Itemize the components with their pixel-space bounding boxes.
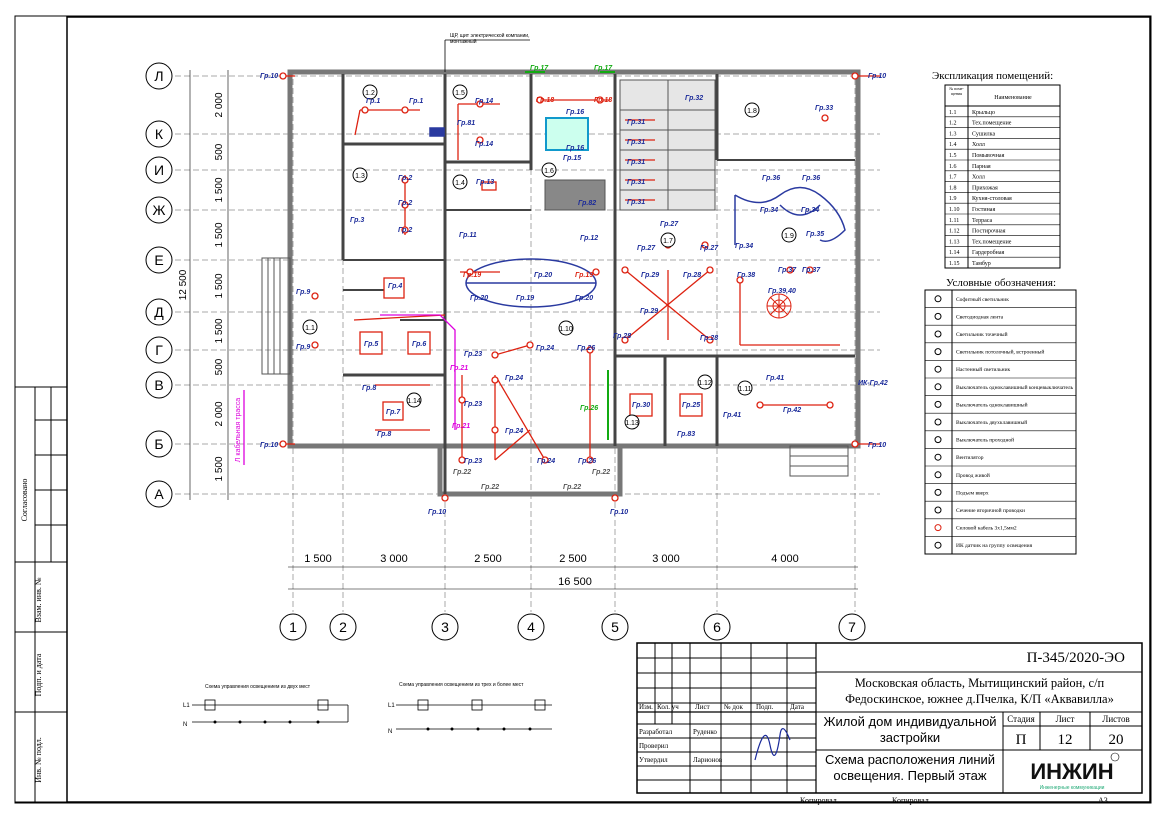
legend-symbol-icon: [935, 489, 941, 495]
grp-36-a: Гр.36: [762, 175, 781, 182]
axis-4: 4: [527, 619, 535, 635]
dim-h-1: 1 500: [304, 553, 332, 565]
legend-symbol-icon: [935, 419, 941, 425]
dim-v-8: 2 000: [214, 401, 225, 427]
grp-28-b: Гр.28: [613, 333, 632, 340]
axis-E: Е: [154, 252, 164, 268]
grp-9-a: Гр.9: [296, 289, 311, 296]
grp-26-a: Гр.26: [577, 345, 596, 352]
dim-h-2: 3 000: [380, 553, 408, 565]
explication-name: Холл: [972, 142, 985, 149]
explication-title: Экспликация помещений:: [932, 70, 1054, 82]
grp-31-b: Гр.31: [627, 139, 646, 146]
grp-6: Гр.6: [412, 341, 427, 348]
stamp-object: Жилой дом индивидуальной застройки: [823, 714, 997, 745]
legend-title: Условные обозначения:: [946, 277, 1057, 289]
explication-num: 1.14: [949, 250, 960, 257]
stamp-col-podp: Подп.: [756, 703, 774, 711]
grp-5: Гр.5: [364, 341, 379, 348]
explication-table: [932, 70, 1060, 268]
stamp-col-kol: Кол. уч: [657, 703, 679, 711]
grp-24-b: Гр.24: [505, 375, 524, 382]
grp-7: Гр.7: [386, 409, 401, 416]
grp-82: Гр.82: [578, 200, 597, 207]
scheme-left-n: N: [183, 722, 188, 728]
explication-name: Холл: [972, 174, 985, 181]
grp-20-b: Гр.20: [470, 295, 489, 302]
stamp-name-dev: Руденко: [693, 728, 717, 736]
room-1-14: 1.14: [407, 398, 421, 405]
grp-16-b: Гр.16: [566, 145, 585, 152]
number-axes: [280, 614, 865, 640]
room-1-11: 1.11: [738, 386, 752, 393]
axis-B: Б: [154, 436, 164, 452]
grp-13: Гр.13: [476, 179, 495, 186]
legend-symbol-icon: [935, 437, 941, 443]
grp-12: Гр.12: [580, 235, 599, 242]
legend-symbol-icon: [935, 401, 941, 407]
axis-5: 5: [611, 619, 619, 635]
explication-name: Гостиная: [972, 207, 996, 213]
vertical-dimensions: [178, 70, 228, 500]
explication-num: 1.12: [949, 228, 960, 235]
side-label-sign: Подп. и дата: [34, 653, 43, 697]
grp-2-b: Гр.2: [398, 200, 413, 207]
dim-h-total: 16 500: [558, 576, 592, 588]
axis-6: 6: [713, 619, 721, 635]
axis-K: К: [154, 126, 164, 142]
grp-19-c: Гр.19: [516, 295, 535, 302]
grp-20-c: Гр.20: [575, 295, 594, 302]
grp-36-b: Гр.36: [802, 175, 821, 182]
grp-34-a: Гр.34: [760, 207, 779, 214]
stamp-copied-2: Копировал: [892, 796, 929, 805]
axis-V: В: [154, 377, 164, 393]
legend-symbol-icon: [935, 472, 941, 478]
stamp-role-check: Проверил: [639, 742, 669, 750]
room-1-5: 1.5: [455, 90, 465, 97]
side-label-inv: Инв. № подл.: [34, 737, 43, 783]
grp-35: Гр.35: [806, 231, 825, 238]
grp-9-b: Гр.9: [296, 344, 311, 351]
axis-Zh: Ж: [152, 202, 166, 218]
room-1-7: 1.7: [663, 238, 673, 245]
grp-17-a: Гр.17: [530, 65, 549, 72]
grp-2-a: Гр.2: [398, 175, 413, 182]
grp-34-b: Гр.34: [801, 207, 820, 214]
grp-32: Гр.32: [685, 95, 704, 102]
explication-name: Тех.помещение: [972, 120, 1012, 127]
grp-41-a: Гр.41: [723, 412, 742, 419]
legend-item: Софитный светильник: [956, 296, 1009, 303]
stamp-col-list: Лист: [695, 703, 710, 711]
explication-name: Гардеробная: [972, 250, 1005, 257]
explication-num: 1.7: [949, 174, 957, 181]
legend-item: Выключатель проходной: [956, 437, 1015, 444]
legend-item: Светильник потолочный, встроенный: [956, 349, 1045, 356]
grp-1-a: Гр.1: [366, 98, 381, 105]
grp-2-c: Гр.2: [398, 227, 413, 234]
legend-symbol-icon: [935, 507, 941, 513]
legend-item: Светодиодная лента: [956, 314, 1004, 321]
grp-31-c: Гр.31: [627, 159, 646, 166]
stamp-stage: П: [1015, 732, 1027, 748]
grp-18-b: Гр.18: [594, 97, 613, 104]
stamp-sheet: 12: [1057, 732, 1073, 748]
axis-L: Л: [154, 68, 164, 84]
explication-num: 1.3: [949, 131, 957, 138]
letter-axes: [146, 63, 172, 507]
explication-num: 1.8: [949, 185, 957, 192]
grp-20-a: Гр.20: [534, 272, 553, 279]
room-1-8: 1.8: [747, 108, 757, 115]
grp-27-a: Гр.27: [660, 221, 679, 228]
legend-item: Выключатель одноклавишный: [956, 402, 1028, 409]
grp-26-c: Гр.26: [580, 405, 599, 412]
company-logo: [1030, 753, 1119, 791]
explication-name: Помывочная: [972, 153, 1005, 159]
legend-item: Светильник точечный: [956, 332, 1008, 338]
grp-23-b: Гр.23: [464, 458, 483, 465]
legend-item: Вентилятор: [956, 455, 984, 462]
horizontal-dimensions: [288, 553, 858, 589]
dim-v-total: 12 500: [178, 269, 189, 301]
axis-grid: [175, 70, 880, 612]
explication-col-name: Наименование: [994, 95, 1032, 101]
grp-3: Гр.3: [350, 217, 365, 224]
grp-11: Гр.11: [459, 232, 477, 239]
scheme-left-l1: L1: [183, 703, 190, 709]
explication-num: 1.6: [949, 163, 957, 170]
stamp-stage-label: Стадия: [1007, 714, 1035, 724]
dim-v-9: 1 500: [214, 456, 225, 482]
dim-v-4: 1 500: [214, 222, 225, 248]
grp-30: Гр.30: [632, 402, 651, 409]
explication-num: 1.4: [949, 142, 957, 149]
stamp-name-appr: Ларионов: [693, 756, 723, 764]
grp-15: Гр.15: [563, 155, 582, 162]
grp-33: Гр.33: [815, 105, 834, 112]
grp-10-f: Гр.10: [610, 509, 629, 516]
axis-3: 3: [441, 619, 449, 635]
explication-name: Терраса: [972, 217, 993, 224]
scheme-left-title: Схема управления освещением из двух мест: [205, 684, 311, 690]
grp-19-a: Гр.19: [463, 272, 482, 279]
legend-item: Подъем вверх: [956, 490, 989, 497]
axis-G: Г: [155, 342, 163, 358]
grp-27-c: Гр.27: [700, 245, 719, 252]
grp-14-a: Гр.14: [475, 98, 494, 105]
room-1-4: 1.4: [455, 180, 465, 187]
scheme-right-l1: L1: [388, 703, 395, 709]
signature: [755, 729, 790, 760]
grp-ik-42: ИК-Гр.42: [858, 380, 888, 387]
grp-81: Гр.81: [457, 120, 476, 127]
grp-19-b: Гр.19: [575, 272, 594, 279]
room-1-3: 1.3: [355, 173, 365, 180]
grp-37-a: Гр.37: [778, 267, 797, 274]
dim-v-6: 1 500: [214, 318, 225, 344]
grp-29-b: Гр.29: [640, 308, 659, 315]
chandelier: [767, 294, 791, 318]
side-label-agreed: Согласовано: [20, 478, 29, 522]
grp-27-b: Гр.27: [637, 245, 656, 252]
grp-16-a: Гр.16: [566, 109, 585, 116]
axis-I: И: [153, 162, 165, 178]
explication-num: 1.9: [949, 196, 957, 203]
grp-28-a: Гр.28: [683, 272, 702, 279]
legend-symbol-icon: [935, 331, 941, 337]
grp-39-40: Гр.39,40: [768, 288, 796, 295]
stamp-sheets: 20: [1108, 732, 1124, 748]
explication-num: 1.5: [949, 153, 957, 159]
room-1-13: 1.13: [625, 420, 639, 427]
legend: [925, 277, 1076, 554]
grp-22-a: Гр.22: [453, 469, 472, 476]
grp-14-b: Гр.14: [475, 141, 494, 148]
grp-1-b: Гр.1: [409, 98, 424, 105]
legend-symbol-icon: [935, 296, 941, 302]
grp-10-a: Гр.10: [260, 73, 279, 80]
legend-item: Выключатель одноклавишный концевыключатель: [956, 384, 1074, 391]
legend-symbol-icon: [935, 366, 941, 372]
grp-22-d: Гр.22: [592, 469, 611, 476]
room-1-1: 1.1: [305, 325, 315, 332]
pink-cable-label: Л кабельная трасса: [235, 397, 242, 463]
legend-symbol-icon: [935, 349, 941, 355]
axis-2: 2: [339, 619, 347, 635]
dim-v-2: 500: [214, 143, 225, 161]
stamp-copied-1: Копировал: [800, 796, 837, 805]
legend-symbol-icon: [935, 454, 941, 460]
grp-42: Гр.42: [783, 407, 802, 414]
grp-10-d: Гр.10: [868, 442, 887, 449]
grp-10-b: Гр.10: [868, 73, 887, 80]
dim-v-1: 2 000: [214, 92, 225, 118]
axis-1: 1: [289, 619, 297, 635]
grp-21-a: Гр.21: [450, 365, 469, 372]
legend-item: Сечение вторичной проводки: [956, 508, 1025, 514]
explication-num: 1.2: [949, 120, 957, 127]
explication-name: Кухня-столовая: [972, 196, 1012, 203]
legend-symbol-icon: [935, 313, 941, 319]
explication-num: 1.10: [949, 207, 960, 213]
grp-25: Гр.25: [682, 402, 701, 409]
legend-item: Провод живой: [956, 472, 990, 479]
stamp-sheet-label: Лист: [1055, 714, 1075, 724]
explication-name: Тамбур: [972, 261, 991, 267]
grp-29-a: Гр.29: [641, 272, 660, 279]
grp-22-c: Гр.22: [563, 484, 582, 491]
scheme-right-title: Схема управления освещением из трех и более мест: [399, 682, 524, 688]
grp-37-b: Гр.37: [802, 267, 821, 274]
stamp-col-izm: Изм.: [639, 703, 653, 711]
stamp-role-appr: Утвердил: [639, 756, 668, 764]
control-schemes: [183, 682, 552, 735]
explication-name: Сушилка: [972, 131, 996, 138]
grp-31-d: Гр.31: [627, 179, 646, 186]
stamp-sheets-label: Листов: [1102, 714, 1130, 724]
stamp-col-data: Дата: [790, 703, 804, 711]
side-label-replace: Взам. инв. №: [34, 577, 43, 623]
explication-num: 1.15: [949, 261, 960, 267]
room-1-12: 1.12: [698, 380, 712, 387]
grp-17-b: Гр.17: [594, 65, 613, 72]
explication-col-num: № поме- щения: [949, 86, 964, 96]
explication-name: Парная: [972, 163, 991, 170]
dim-h-6: 4 000: [771, 553, 799, 565]
grp-83: Гр.83: [677, 431, 696, 438]
explication-name: Тех.помещение: [972, 239, 1012, 246]
explication-num: 1.1: [949, 109, 957, 116]
stamp-col-doc: № док: [724, 703, 743, 711]
grp-38: Гр.38: [737, 272, 756, 279]
grp-34-c: Гр.34: [735, 243, 754, 250]
legend-item: ИК датчик на группу освещения: [956, 543, 1033, 550]
company-name: ИНЖИН: [1030, 759, 1114, 784]
dim-h-4: 2 500: [559, 553, 587, 565]
dim-v-5: 1 500: [214, 273, 225, 299]
stamp-role-dev: Разработал: [639, 728, 673, 736]
explication-num: 1.11: [949, 217, 960, 224]
room-1-6: 1.6: [544, 168, 554, 175]
legend-symbol-icon: [935, 525, 941, 531]
dim-h-3: 2 500: [474, 553, 502, 565]
grp-4: Гр.4: [388, 283, 403, 290]
company-sub: Инженерные коммуникации: [1039, 785, 1105, 791]
legend-item: Настенный светильник: [956, 367, 1011, 374]
explication-name: Крыльцо: [972, 109, 995, 116]
grp-10-e: Гр.10: [428, 509, 447, 516]
grp-26-b: Гр.26: [578, 458, 597, 465]
axis-A: А: [154, 486, 164, 502]
grp-24-d: Гр.24: [537, 458, 556, 465]
grp-31-e: Гр.31: [627, 199, 646, 206]
stamp-code: П-345/2020-ЭО: [1026, 650, 1125, 666]
room-1-10: 1.10: [559, 326, 573, 333]
dim-v-7: 500: [214, 358, 225, 376]
legend-symbol-icon: [935, 542, 941, 548]
grp-23-c: Гр.23: [464, 401, 483, 408]
grp-18-a: Гр.18: [536, 97, 555, 104]
legend-item: Выключатель двухклавишный: [956, 420, 1028, 426]
stamp-address: Московская область, Мытищинский район, с/п Федоскинское, южнее д.Пчелка, К/П «Аквавилла»: [845, 676, 1114, 706]
grp-8-a: Гр.8: [362, 385, 377, 392]
grp-8-b: Гр.8: [377, 431, 392, 438]
grp-24-c: Гр.24: [505, 428, 524, 435]
explication-num: 1.13: [949, 239, 960, 246]
top-note: ЩР, щит электрической компании, монтажный: [450, 33, 530, 45]
dim-v-3: 1 500: [214, 177, 225, 203]
stamp-sheet-title: Схема расположения линий освещения. Первый этаж: [824, 752, 996, 783]
explication-name: Постирочная: [972, 228, 1006, 235]
grp-23-a: Гр.23: [464, 351, 483, 358]
grp-24-a: Гр.24: [536, 345, 555, 352]
legend-item: Силовой кабель 3х1,5мм2: [956, 525, 1017, 532]
dim-h-5: 3 000: [652, 553, 680, 565]
grp-21-b: Гр.21: [452, 423, 471, 430]
grp-31-a: Гр.31: [627, 119, 646, 126]
grp-28-c: Гр.28: [700, 335, 719, 342]
room-1-9: 1.9: [784, 233, 794, 240]
axis-D: Д: [154, 304, 164, 320]
grp-41-b: Гр.41: [766, 375, 785, 382]
legend-symbol-icon: [935, 384, 941, 390]
explication-name: Прихожая: [972, 185, 998, 192]
grp-22-b: Гр.22: [481, 484, 500, 491]
room-1-2: 1.2: [365, 90, 375, 97]
axis-7: 7: [848, 619, 856, 635]
scheme-right-n: N: [388, 729, 393, 735]
stamp-format: А3: [1098, 796, 1108, 805]
grp-10-c: Гр.10: [260, 442, 279, 449]
